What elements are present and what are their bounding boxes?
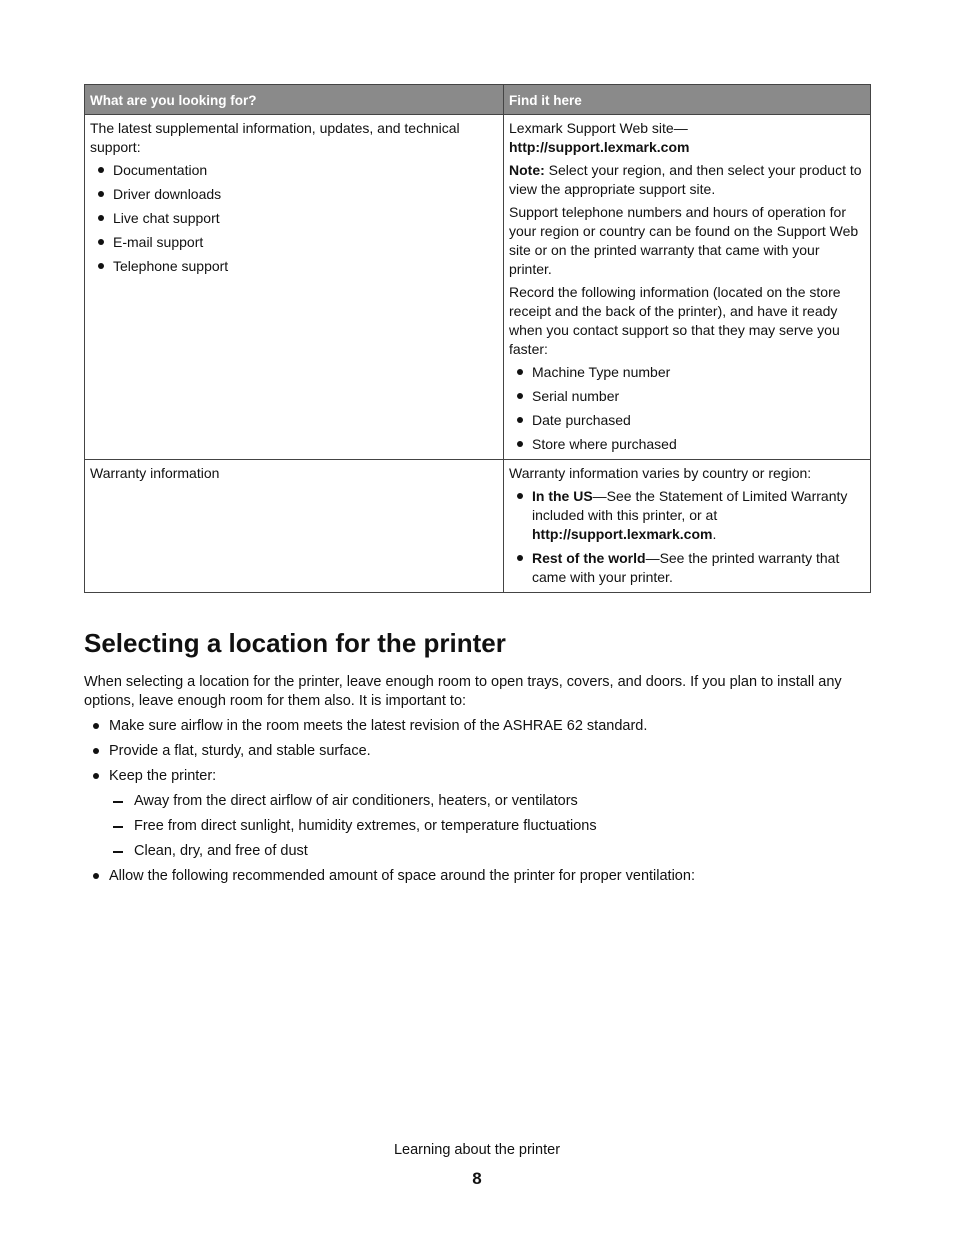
row1-left-cell (85, 115, 504, 460)
bullet-icon (93, 773, 99, 779)
row1-intro: The latest supplemental information, updates, and technical support: (90, 120, 460, 155)
list-item: Live chat support (90, 209, 499, 228)
note-text: Select your region, and then select your product to view the appropriate support site. (509, 162, 862, 197)
bullet-icon (93, 748, 99, 754)
bullet-icon (517, 441, 523, 447)
us-support-link[interactable]: http://support.lexmark.com (532, 526, 713, 542)
list-item: Make sure airflow in the room meets the latest revision of the ASHRAE 62 standard. (84, 717, 870, 736)
row1-right-cell (504, 115, 871, 460)
sub-list-item: Away from the direct airflow of air conditioners, heaters, or ventilators (109, 792, 870, 811)
list-item (509, 549, 866, 587)
list-item: Provide a flat, sturdy, and stable surface. (84, 742, 870, 761)
page-number: 8 (472, 1169, 482, 1188)
list-item: Telephone support (90, 257, 499, 276)
list-item: Allow the following recommended amount of space around the printer for proper ventilation: (84, 867, 870, 886)
bullet-icon (93, 723, 99, 729)
us-text: —See the Statement of Limited Warranty included with this printer, or at (532, 488, 848, 523)
column-header-looking-for: What are you looking for? (85, 85, 504, 115)
dash-icon (113, 801, 123, 803)
list-item: E-mail support (90, 233, 499, 252)
bullet-icon (517, 393, 523, 399)
note-paragraph (509, 161, 866, 199)
world-label: Rest of the world (532, 550, 646, 566)
list-item: Serial number (509, 387, 866, 406)
support-info-table (84, 84, 871, 593)
bullet-icon (98, 239, 104, 245)
dash-icon (113, 851, 123, 853)
warranty-label: Warranty information (90, 465, 220, 481)
dash-icon (113, 826, 123, 828)
record-paragraph: Record the following information (located on the store receipt and the back of the printer), and have it ready when you contact support so that they may serve you faster: (509, 284, 841, 357)
support-site-paragraph (509, 119, 866, 157)
support-site-label: Lexmark Support Web site— (509, 120, 688, 136)
phone-paragraph: Support telephone numbers and hours of operation for your region or country can be found on the Support Web site or on the printed warranty that came with your printer. (509, 204, 859, 277)
section-title: Selecting a location for the printer (84, 628, 506, 658)
row1-right-list (509, 363, 866, 454)
us-label: In the US (532, 488, 593, 504)
row2-right-cell (504, 460, 871, 593)
table-row (85, 460, 871, 593)
world-text: —See the printed warranty that came with your printer. (532, 550, 840, 585)
row2-left-cell (85, 460, 504, 593)
column-header-find-it-here: Find it here (504, 85, 871, 115)
page-content (84, 84, 870, 892)
sub-list-item: Free from direct sunlight, humidity extremes, or temperature fluctuations (109, 817, 870, 836)
warranty-intro: Warranty information varies by country or region: (509, 465, 812, 481)
bullet-icon (98, 215, 104, 221)
list-item: Keep the printer: Away from the direct airflow of air conditioners, heaters, or ventilators Free from direct sunlight, humidity extremes, or temperature fluctuations Clean, dry, and free of dust (84, 767, 870, 861)
bullet-icon (98, 263, 104, 269)
bullet-icon (98, 191, 104, 197)
list-item: In the US—See the Statement of Limited Warranty included with this printer, or at http://support.lexmark.com. (509, 487, 866, 544)
bullet-icon (517, 493, 523, 499)
sub-list-item: Clean, dry, and free of dust (109, 842, 870, 861)
bullet-icon (517, 555, 523, 561)
section-intro: When selecting a location for the printer, leave enough room to open trays, covers, and doors. If you plan to install any options, leave enough room for them also. It is important to: (84, 674, 842, 709)
footer-chapter: Learning about the printer (393, 1142, 561, 1158)
list-item: Date purchased (509, 411, 866, 430)
page-footer (0, 1141, 954, 1188)
list-item: Driver downloads (90, 185, 499, 204)
list-item: Documentation (90, 161, 499, 180)
bullet-icon (93, 873, 99, 879)
warranty-list (509, 487, 866, 587)
row1-left-list (90, 161, 499, 276)
support-site-link[interactable]: http://support.lexmark.com (509, 139, 690, 155)
bullet-icon (517, 369, 523, 375)
bullet-icon (517, 417, 523, 423)
location-requirements-list (84, 717, 870, 886)
keep-printer-sublist (109, 792, 870, 861)
list-item: Store where purchased (509, 435, 866, 454)
bullet-icon (98, 167, 104, 173)
note-label: Note: (509, 162, 545, 178)
table-header-row (85, 85, 871, 115)
list-item: Machine Type number (509, 363, 866, 382)
table-row (85, 115, 871, 460)
